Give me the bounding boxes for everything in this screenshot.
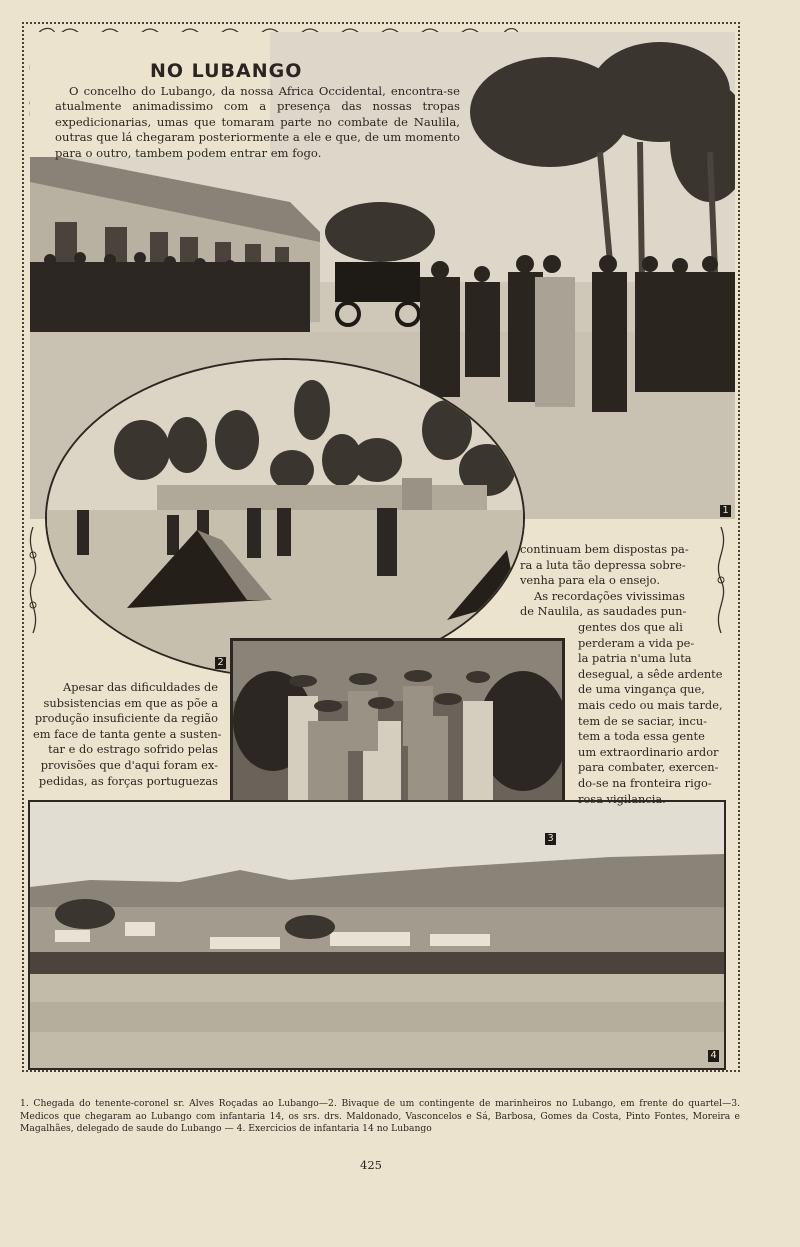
photo-number-3: 3 [545, 833, 556, 845]
ornament-right-mid [710, 525, 732, 635]
photo-number-1: 1 [720, 505, 731, 517]
photo-number-4: 4 [708, 1050, 719, 1062]
photo-number-2: 2 [215, 657, 226, 669]
photo-bivouac [45, 358, 525, 678]
article-title: NO LUBANGO [150, 60, 303, 82]
ornament-left-mid [22, 525, 44, 635]
photo-caption: 1. Chegada do tenente-coronel sr. Alves Roçadas ao Lubango—2. Bivaque de um contingente de marinheiros no Lubango, em frente do quartel—3. Medicos que chegaram ao Lubango com infantaria 14, os srs. drs. Maldonado, Vasconcelos e Sá, Barbosa, Gomes da Costa, Pinto Fontes, Moreira e Magalhães, delegado de saude do Lubango — 4. Exercicios de infantaria 14 no Lubango [20, 1098, 740, 1135]
left-column-text: Apesar das dificuldades de subsistencias em que as põe a produção insuficiente da região em face de tanta gente a susten- tar e do estrago sofrido pelas provisões que d'aqui foram ex- pedidas, as forças portuguezas [33, 680, 222, 788]
article-intro: O concelho do Lubango, da nossa Africa Occidental, encontra-se atualmente animadissimo com a presença das nossas tropas expedicionarias, umas que tomaram parte no combate de Naulila, outras que lá chegaram posteriormente a ele e que, de um momento para o outro, tambem podem entrar em fogo. [55, 84, 460, 160]
page-number: 425 [360, 1158, 382, 1172]
right-column-text: continuam bem dispostas pa- ra a luta tão depressa sobre- venha para ela o ensejo. As recordações vivissimas de Naulila, as saudades pun- gentes dos que ali perderam a vida pe- la patria n'uma luta desegual, a sêde ardente de uma vingança que, mais cedo ou mais tarde, tem de se saciar, incu- tem a toda essa gente um extraordinario ardor para combater, exercen- do-se na fronteira rigo- rosa vigilancia. [520, 542, 723, 806]
photo-infantry [28, 800, 726, 1070]
